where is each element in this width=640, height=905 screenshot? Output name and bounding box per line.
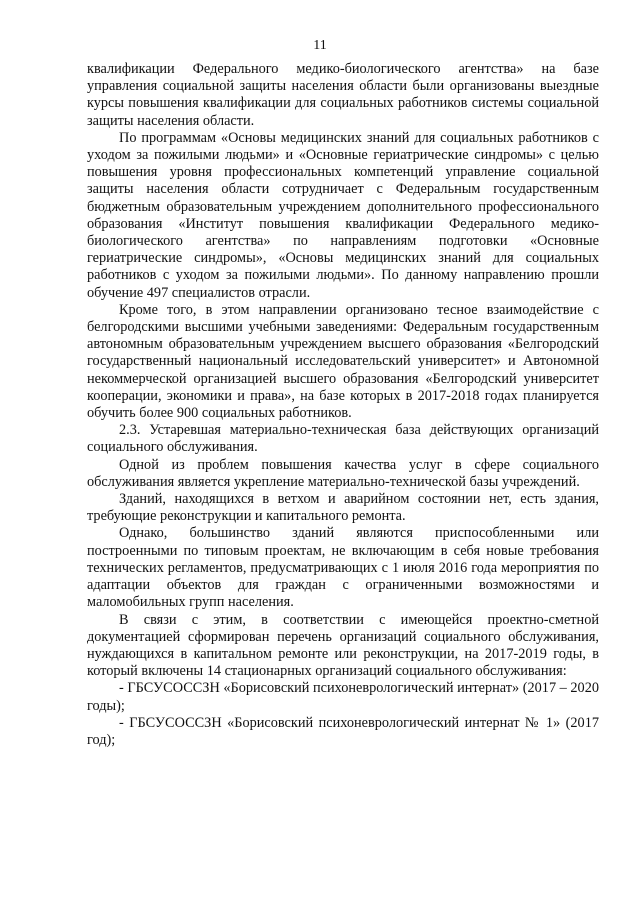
section-heading-2-3: 2.3. Устаревшая материально-техническая база действующих организаций социального обслуживания. — [87, 422, 599, 456]
list-item: - ГБСУСОССЗН «Борисовский психоневрологический интернат № 1» (2017 год); — [87, 714, 599, 748]
paragraph-2: По программам «Основы медицинских знаний для социальных работников с уходом за пожилыми людьми» и «Основные гериатрические синдромы» с целью повышения уровня профессиональных компетенций управление социальной защиты населения области сотрудничает с Федеральным государственным бюджетным образовательным учреждением дополнительного профессионального образования «Институт повышения квалификации Федерального медико-биологического агентства» по направлениям подготовки «Основные гериатрические синдромы», «Основы медицинских знаний для социальных работников с уходом за пожилыми людьми». По данному направлению прошли обучение 497 специалистов отрасли. — [87, 129, 599, 301]
paragraph-1: квалификации Федерального медико-биологического агентства» на базе управления социальной защиты населения области были организованы выездные курсы повышения квалификации для социальных работников системы социальной защиты населения области. — [87, 61, 599, 129]
paragraph-6: Зданий, находящихся в ветхом и аварийном состоянии нет, есть здания, требующие реконструкции и капитального ремонта. — [87, 491, 599, 525]
paragraph-7: Однако, большинство зданий являются приспособленными или построенными по типовым проектам, не включающим в себя новые требования технических регламентов, предусматривающих с 1 июля 2016 года мероприятия по адаптации объектов для граждан с ограниченными возможностями и маломобильных групп населения. — [87, 525, 599, 611]
paragraph-8: В связи с этим, в соответствии с имеющейся проектно-сметной документацией сформирован перечень организаций социального обслуживания, нуждающихся в капитальном ремонте или реконструкции, на 2017-2019 годы, в который включены 14 стационарных организаций социального обслуживания: — [87, 611, 599, 680]
paragraph-3: Кроме того, в этом направлении организовано тесное взаимодействие с белгородскими высшими учебными заведениями: Федеральным государственным автономным образовательным учреждением высшего образования «Белгородский государственный национальный исследовательский университет» и Автономной некоммерческой организацией высшего образования «Белгородский университет кооперации, экономики и права», на базе которых в 2017-2018 годах планируется обучить более 900 социальных работников. — [87, 301, 599, 422]
document-body — [87, 61, 599, 749]
page-number: 11 — [313, 38, 327, 53]
list-item: - ГБСУСОССЗН «Борисовский психоневрологический интернат» (2017 – 2020 годы); — [87, 680, 599, 714]
paragraph-5: Одной из проблем повышения качества услуг в сфере социального обслуживания является укрепление материально-технической базы учреждений. — [87, 456, 599, 490]
